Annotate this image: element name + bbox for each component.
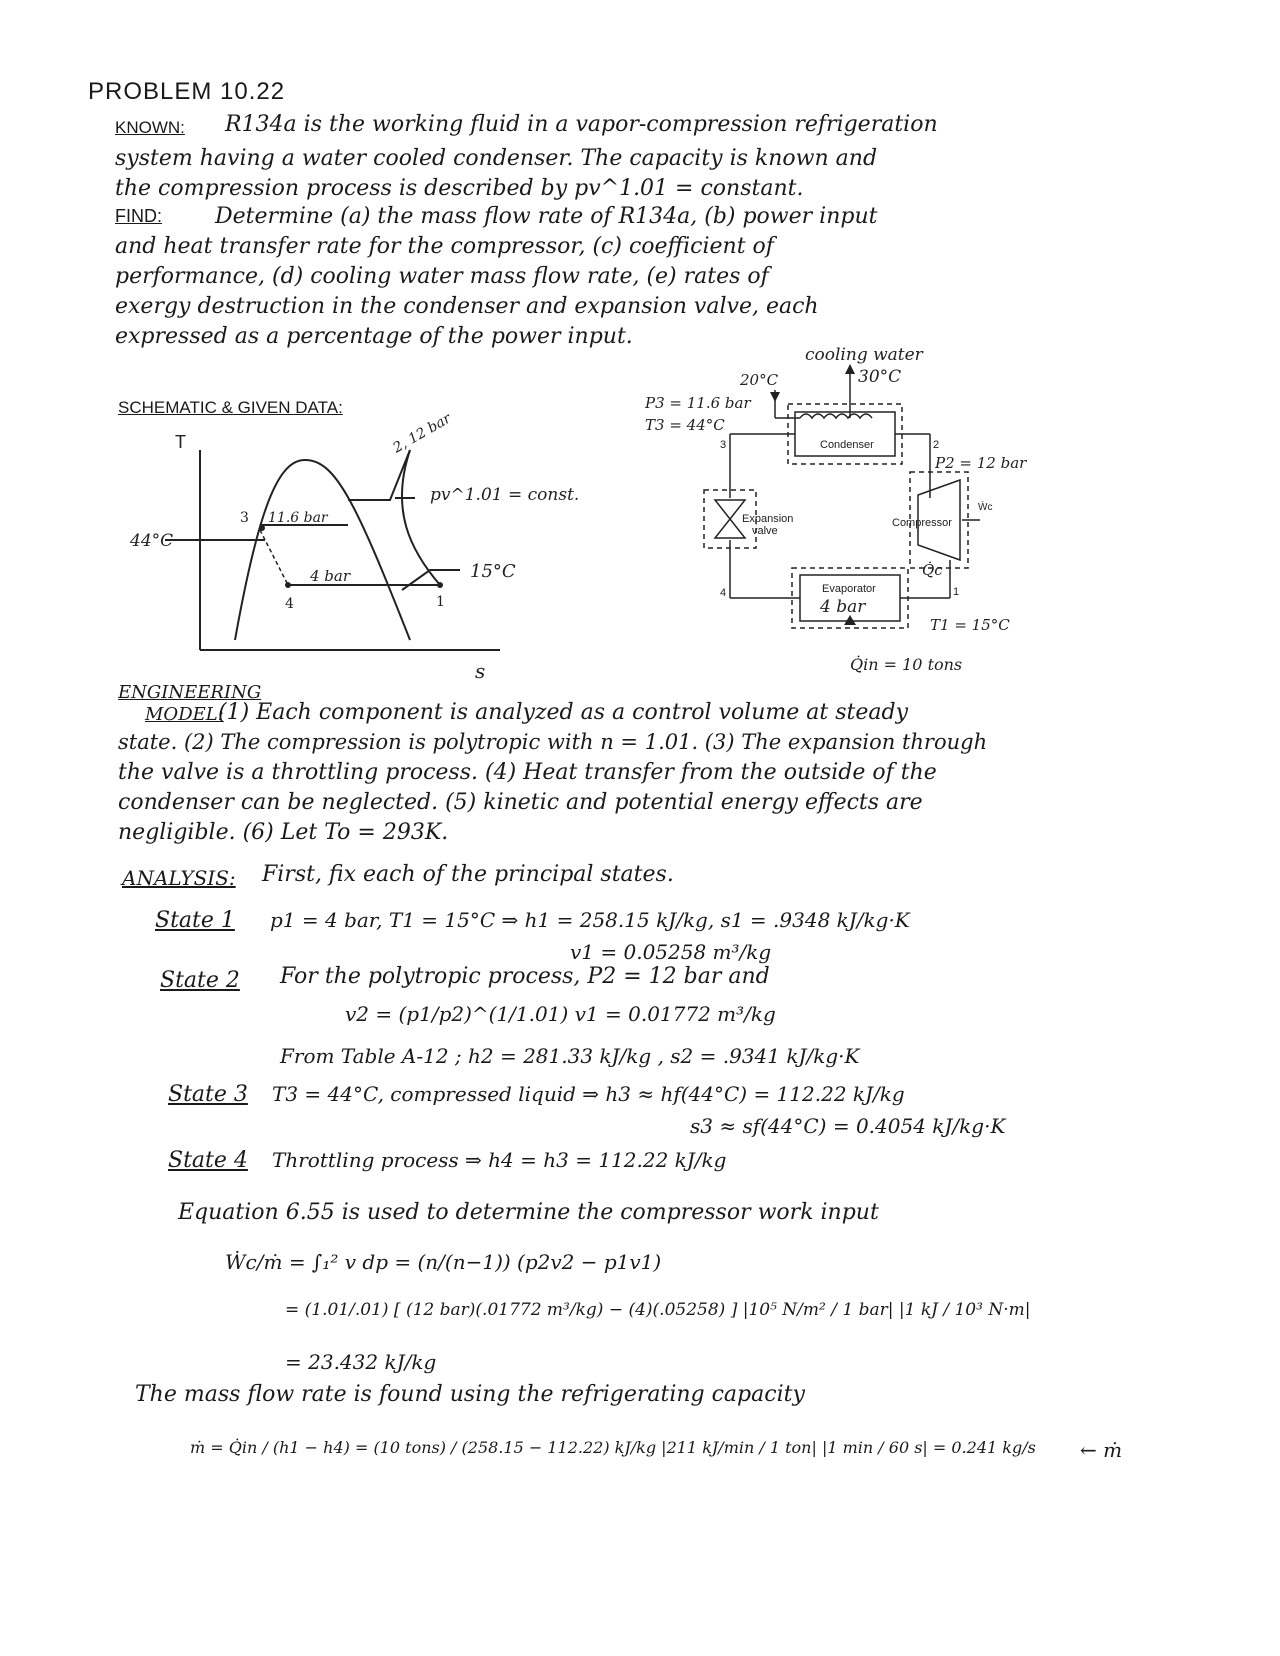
- expansion-label-1: Expansion: [742, 513, 794, 525]
- state-4-dot: [285, 582, 291, 588]
- find-line-4: exergy destruction in the condenser and expansion valve, each: [115, 294, 819, 319]
- known-line-3: the compression process is described by pv^1.01 = constant.: [115, 176, 804, 201]
- state-3-dot: [259, 525, 265, 531]
- model-line-2: state. (2) The compression is polytropic with n = 1.01. (3) The expansion through: [118, 730, 988, 754]
- analysis-intro: First, fix each of the principal states.: [262, 862, 674, 887]
- mass-intro: The mass flow rate is found using the refrigerating capacity: [135, 1382, 805, 1407]
- evaporator-label: Evaporator: [822, 583, 876, 595]
- state1-v: v1 = 0.05258 m³/kg: [570, 940, 772, 964]
- work-line-1: Ẇc/ṁ = ∫₁² v dp = (n/(n−1)) (p2v2 − p1v1): [225, 1250, 662, 1274]
- state3-label: State 3: [168, 1082, 248, 1107]
- state3-line: T3 = 44°C, compressed liquid ⇒ h3 ≈ hf(44°C) = 112.22 kJ/kg: [272, 1082, 905, 1106]
- schematic-heading: SCHEMATIC & GIVEN DATA:: [118, 398, 343, 417]
- node-1-label: 1: [953, 586, 960, 598]
- state-4-label: 4: [285, 596, 294, 612]
- find-label: FIND:: [115, 206, 162, 226]
- model-line-1: (1) Each component is analyzed as a control volume at steady: [218, 700, 908, 725]
- label-12bar: 2, 12 bar: [390, 410, 454, 457]
- water-in-label: 20°C: [740, 371, 779, 389]
- qin-label: Q̇in = 10 tons: [850, 655, 963, 674]
- expansion-label-2: valve: [752, 525, 778, 537]
- mass-arrow: ← ṁ: [1080, 1438, 1123, 1462]
- model-label-1: ENGINEERING: [118, 682, 262, 703]
- label-15c: 15°C: [470, 561, 516, 582]
- ts-diagram: [130, 410, 660, 683]
- label-44c: 44°C: [130, 531, 174, 551]
- water-out-label: 30°C: [858, 367, 902, 387]
- cooling-water-label: cooling water: [805, 345, 923, 365]
- axis-t-label: T: [175, 432, 186, 452]
- node-3-label: 3: [720, 439, 727, 451]
- label-4bar: 4 bar: [310, 567, 351, 585]
- vapor-dome: [235, 460, 410, 640]
- find-line-3: performance, (d) cooling water mass flow rate, (e) rates of: [115, 264, 769, 289]
- state1-label: State 1: [155, 908, 235, 933]
- known-line-2: system having a water cooled condenser. The capacity is known and: [115, 146, 878, 171]
- qc-label: Q̇c: [922, 561, 943, 579]
- state-1-dot: [437, 582, 443, 588]
- model-line-3: the valve is a throttling process. (4) Heat transfer from the outside of the: [118, 760, 937, 785]
- work-line-3: = 23.432 kJ/kg: [285, 1350, 437, 1374]
- page-title: PROBLEM 10.22: [88, 78, 286, 105]
- known-line-1: R134a is the working fluid in a vapor-compression refrigeration: [225, 112, 938, 137]
- node-4-label: 4: [720, 587, 727, 599]
- state-3-label: 3: [240, 510, 249, 526]
- model-line-4: condenser can be neglected. (5) kinetic and potential energy effects are: [118, 790, 923, 815]
- label-11-6bar: 11.6 bar: [268, 510, 328, 526]
- find-line-1: Determine (a) the mass flow rate of R134a, (b) power input: [215, 204, 878, 229]
- node-2-label: 2: [933, 439, 940, 451]
- eq-intro: Equation 6.55 is used to determine the compressor work input: [178, 1200, 879, 1225]
- throttle-dashed: [260, 530, 288, 585]
- state2-table: From Table A-12 ; h2 = 281.33 kJ/kg , s2 = .9341 kJ/kg·K: [280, 1044, 860, 1068]
- state4-label: State 4: [168, 1148, 248, 1173]
- state1-line: p1 = 4 bar, T1 = 15°C ⇒ h1 = 258.15 kJ/kg, s1 = .9348 kJ/kg·K: [270, 908, 910, 932]
- model-label-2: MODEL:: [145, 704, 224, 725]
- work-line-2: = (1.01/.01) [ (12 bar)(.01772 m³/kg) − (4)(.05258) ] |10⁵ N/m² / 1 bar| |1 kJ / 10³ N·m|: [285, 1300, 1031, 1320]
- t1-label: T1 = 15°C: [930, 616, 1010, 634]
- state2-v: v2 = (p1/p2)^(1/1.01) v1 = 0.01772 m³/kg: [345, 1002, 776, 1026]
- compressor-label: Compressor: [892, 517, 952, 529]
- p2-label: P2 = 12 bar: [935, 454, 1027, 472]
- state4-line: Throttling process ⇒ h4 = h3 = 112.22 kJ/kg: [272, 1148, 727, 1172]
- isobar-12-bar: [348, 450, 410, 500]
- state3-s: s3 ≈ sf(44°C) = 0.4054 kJ/kg·K: [690, 1114, 1006, 1138]
- state-1-label: 1: [436, 594, 445, 610]
- cycle-schematic: [645, 340, 1080, 690]
- analysis-label: ANALYSIS:: [122, 866, 236, 890]
- mass-eq: ṁ = Q̇in / (h1 − h4) = (10 tons) / (258.15 − 112.22) kJ/kg |211 kJ/min / 1 ton| |1 min / 60 s| = 0.241 kg/s: [190, 1438, 1036, 1457]
- p3-label: P3 = 11.6 bar: [645, 394, 751, 412]
- find-line-5: expressed as a percentage of the power input.: [115, 324, 633, 349]
- wc-label: Ẇc: [978, 502, 993, 513]
- axis-s-label: s: [475, 659, 486, 683]
- state2-line: For the polytropic process, P2 = 12 bar and: [280, 964, 770, 989]
- state2-label: State 2: [160, 968, 240, 993]
- evap-pressure-label: 4 bar: [820, 597, 866, 617]
- condenser-label: Condenser: [820, 439, 874, 451]
- known-label: KNOWN:: [115, 118, 185, 137]
- expansion-valve-symbol: [715, 500, 745, 538]
- label-polytropic: pv^1.01 = const.: [430, 485, 580, 505]
- model-line-5: negligible. (6) Let To = 293K.: [118, 820, 449, 845]
- find-line-2: and heat transfer rate for the compressor, (c) coefficient of: [115, 234, 774, 259]
- compression-line: [402, 450, 440, 585]
- t3-label: T3 = 44°C: [645, 416, 725, 434]
- cooling-coil: [800, 414, 872, 418]
